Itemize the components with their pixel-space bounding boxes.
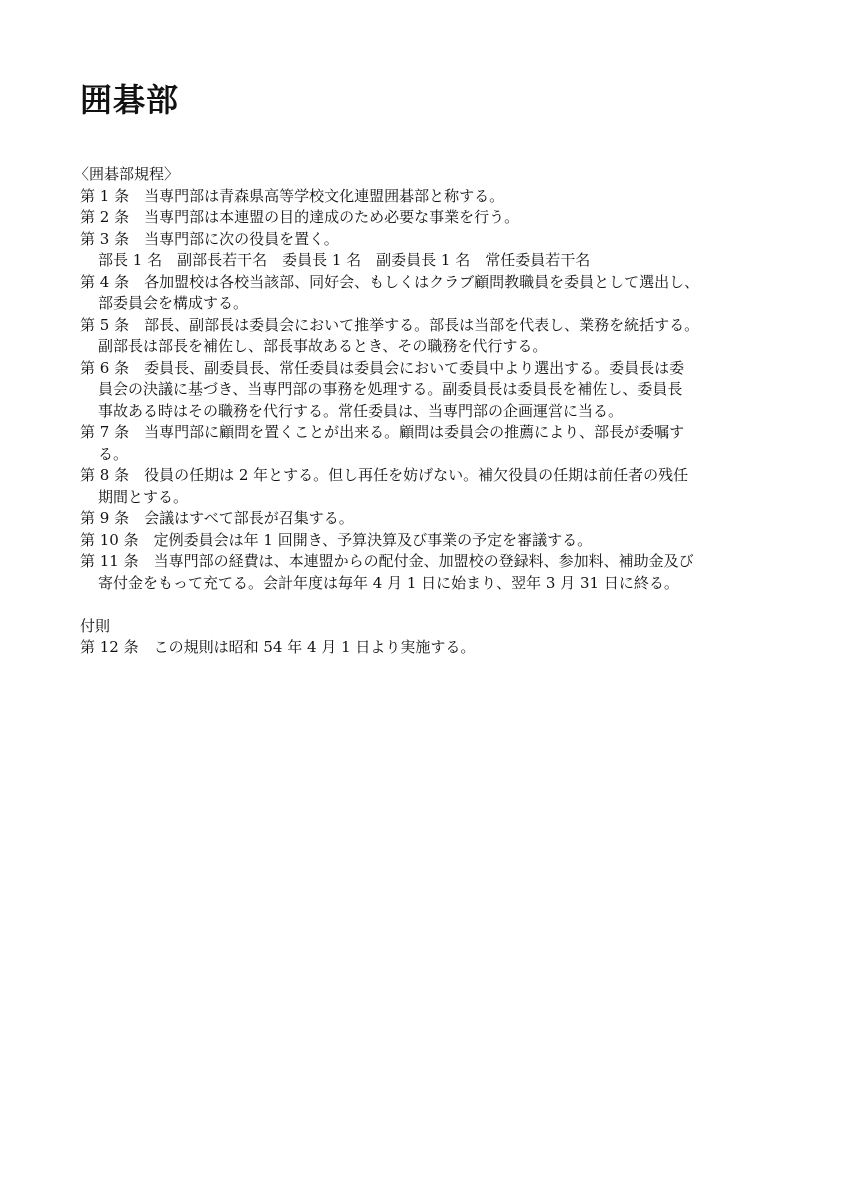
- article-2: 第 2 条 当専門部は本連盟の目的達成のため必要な事業を行う。: [80, 208, 520, 226]
- article-9: 第 9 条 会議はすべて部長が召集する。: [80, 509, 354, 527]
- article-11-cont: 寄付金をもって充てる。会計年度は毎年 4 月 1 日に始まり、翌年 3 月 31 日に終る。: [98, 573, 679, 592]
- article-8-cont: 期間とする。: [98, 487, 189, 506]
- article-12: 第 12 条 この規則は昭和 54 年 4 月 1 日より実施する。: [80, 638, 476, 656]
- article-7-cont: る。: [98, 444, 129, 463]
- article-10: 第 10 条 定例委員会は年 1 回開き、予算決算及び事業の予定を審議する。: [80, 530, 593, 549]
- article-5-cont: 副部長は部長を補佐し、部長事故あるとき、その職務を代行する。: [98, 337, 548, 355]
- supplement-heading: 付則: [80, 616, 111, 635]
- article-7: 第 7 条 当専門部に顧問を置くことが出来る。顧問は委員会の推薦により、部長が委嘱す: [80, 423, 685, 441]
- article-3: 第 3 条 当専門部に次の役員を置く。: [80, 229, 339, 248]
- article-8: 第 8 条 役員の任期は 2 年とする。但し再任を妨げない。補欠役員の任期は前任者の残任: [80, 466, 689, 484]
- article-3-officers: 部長 1 名 副部長若干名 委員長 1 名 副委員長 1 名 常任委員若干名: [98, 251, 591, 269]
- page-title: 囲碁部: [80, 81, 180, 119]
- article-5: 第 5 条 部長、副部長は委員会において推挙する。部長は当部を代表し、業務を統括する。: [80, 315, 700, 334]
- article-6: 第 6 条 委員長、副委員長、常任委員は委員会において委員中より選出する。委員長は委: [80, 358, 685, 377]
- article-6-cont-2: 事故ある時はその職務を代行する。常任委員は、当専門部の企画運営に当る。: [98, 401, 624, 420]
- article-1: 第 1 条 当専門部は青森県高等学校文化連盟囲碁部と称する。: [80, 186, 505, 205]
- article-11: 第 11 条 当専門部の経費は、本連盟からの配付金、加盟校の登録料、参加料、補助金及び: [80, 552, 694, 570]
- spacer: [80, 594, 780, 616]
- regulation-heading: 〈囲碁部規程〉: [74, 165, 180, 183]
- article-4: 第 4 条 各加盟校は各校当該部、同好会、もしくはクラブ顧問教職員を委員として選出し、: [80, 272, 700, 291]
- article-6-cont-1: 員会の決議に基づき、当専門部の事務を処理する。副委員長は委員長を補佐し、委員長: [98, 380, 683, 398]
- regulation-body: [74, 164, 780, 659]
- article-4-cont: 部委員会を構成する。: [98, 294, 249, 312]
